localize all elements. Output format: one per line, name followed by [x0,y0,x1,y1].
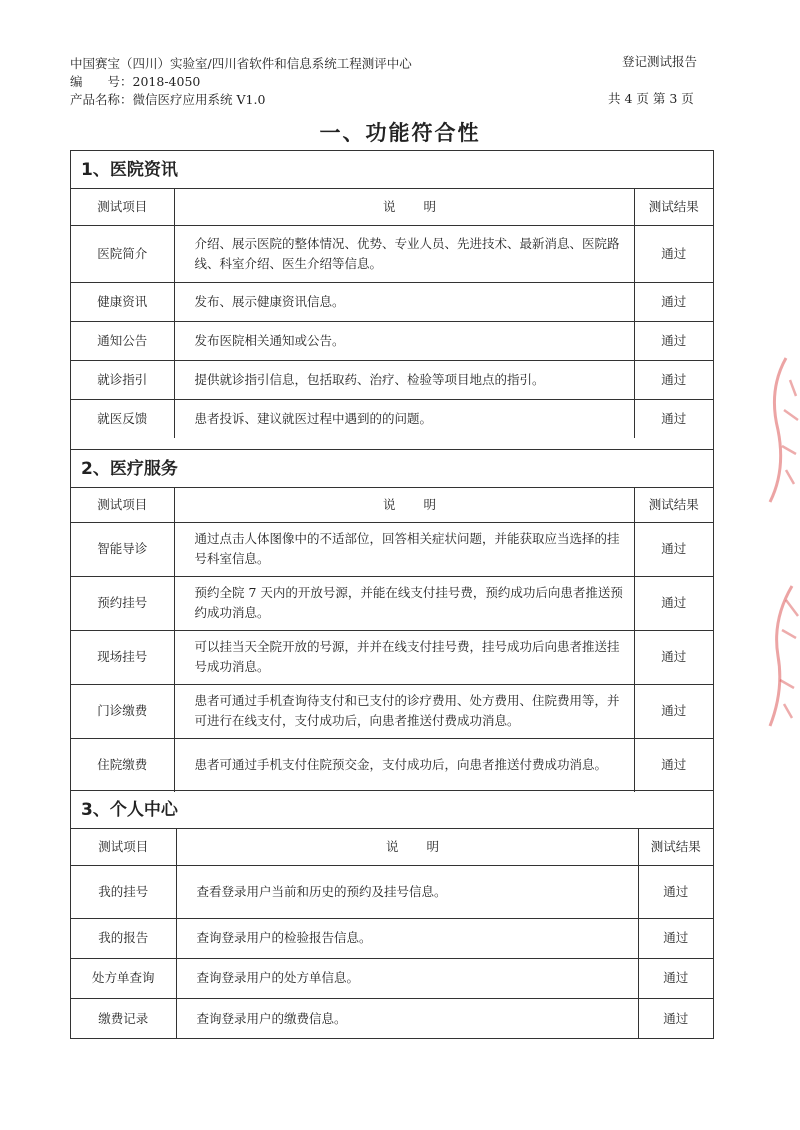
row-item: 现场挂号 [71,630,174,684]
row-item: 就诊指引 [71,360,174,399]
row-desc: 提供就诊指引信息，包括取药、治疗、检验等项目地点的指引。 [174,360,634,399]
row-result: 通过 [638,865,713,918]
row-result: 通过 [634,225,713,282]
report-number-value: 2018-4050 [132,74,201,89]
row-item: 缴费记录 [71,998,176,1039]
document-type: 登记测试报告 [622,54,698,69]
row-item: 我的挂号 [71,865,176,918]
product-name [70,92,265,108]
row-item: 处方单查询 [71,958,176,998]
table-row [71,630,713,684]
section-table [71,189,713,438]
section-table [71,488,713,792]
row-desc: 预约全院 7 天内的开放号源，并能在线支付挂号费，预约成功后向患者推送预约成功消息。 [174,576,634,630]
section-title: 2、医疗服务 [71,450,713,488]
table-row [71,321,713,360]
row-desc: 患者投诉、建议就医过程中遇到的的问题。 [174,399,634,438]
row-item: 我的报告 [71,918,176,958]
row-item: 预约挂号 [71,576,174,630]
row-result: 通过 [634,360,713,399]
row-desc: 查看登录用户当前和历史的预约及挂号信息。 [176,865,638,918]
column-header-desc: 说 明 [176,829,638,865]
row-result: 通过 [634,282,713,321]
table-row [71,399,713,438]
row-desc: 查询登录用户的检验报告信息。 [176,918,638,958]
column-header-result: 测试结果 [634,189,713,225]
table-row [71,684,713,738]
row-desc: 介绍、展示医院的整体情况、优势、专业人员、先进技术、最新消息、医院路线、科室介绍、医生介绍等信息。 [174,225,634,282]
row-item: 通知公告 [71,321,174,360]
row-result: 通过 [634,522,713,576]
organization-name: 中国赛宝（四川）实验室/四川省软件和信息系统工程测评中心 [70,56,412,71]
section-hospital-info [70,150,714,450]
table-row [71,225,713,282]
row-result: 通过 [638,958,713,998]
row-desc: 发布、展示健康资讯信息。 [174,282,634,321]
table-row [71,958,713,998]
section-personal-center [70,790,714,1039]
table-row [71,282,713,321]
table-row [71,738,713,792]
report-number [70,74,200,90]
column-header-result: 测试结果 [638,829,713,865]
table-row [71,576,713,630]
product-name-label: 产品名称： [70,92,133,107]
seal-mark-upper [756,350,800,510]
table-row [71,865,713,918]
row-item: 门诊缴费 [71,684,174,738]
report-number-label: 编 号： [70,74,133,89]
row-result: 通过 [634,630,713,684]
section-table [71,829,713,1039]
row-item: 医院简介 [71,225,174,282]
row-result: 通过 [638,918,713,958]
row-desc: 通过点击人体图像中的不适部位，回答相关症状问题，并能获取应当选择的挂号科室信息。 [174,522,634,576]
row-desc: 查询登录用户的缴费信息。 [176,998,638,1039]
page-title: 一、功能符合性 [319,121,481,145]
row-result: 通过 [634,321,713,360]
row-desc: 可以挂当天全院开放的号源，并并在线支付挂号费，挂号成功后向患者推送挂号成功消息。 [174,630,634,684]
row-desc: 患者可通过手机支付住院预交金，支付成功后，向患者推送付费成功消息。 [174,738,634,792]
product-name-value: 微信医疗应用系统 V1.0 [132,92,266,107]
table-row [71,522,713,576]
column-header-result: 测试结果 [634,488,713,522]
seal-mark-lower [758,580,800,730]
row-item: 就医反馈 [71,399,174,438]
column-header-desc: 说 明 [174,488,634,522]
table-header-row [71,189,713,225]
row-desc: 发布医院相关通知或公告。 [174,321,634,360]
row-item: 智能导诊 [71,522,174,576]
section-title: 1、医院资讯 [71,151,713,189]
section-medical-service [70,449,714,791]
row-result: 通过 [638,998,713,1039]
table-header-row [71,829,713,865]
column-header-desc: 说 明 [174,189,634,225]
row-result: 通过 [634,738,713,792]
row-result: 通过 [634,399,713,438]
column-header-item: 测试项目 [71,189,174,225]
page-info: 共 4 页 第 3 页 [608,91,694,106]
row-item: 住院缴费 [71,738,174,792]
row-desc: 查询登录用户的处方单信息。 [176,958,638,998]
row-item: 健康资讯 [71,282,174,321]
row-result: 通过 [634,576,713,630]
column-header-item: 测试项目 [71,829,176,865]
row-desc: 患者可通过手机查询待支付和已支付的诊疗费用、处方费用、住院费用等，并可进行在线支付，支付成功后，向患者推送付费成功消息。 [174,684,634,738]
table-header-row [71,488,713,522]
row-result: 通过 [634,684,713,738]
table-row [71,918,713,958]
table-row [71,998,713,1039]
column-header-item: 测试项目 [71,488,174,522]
table-row [71,360,713,399]
section-title: 3、个人中心 [71,791,713,829]
